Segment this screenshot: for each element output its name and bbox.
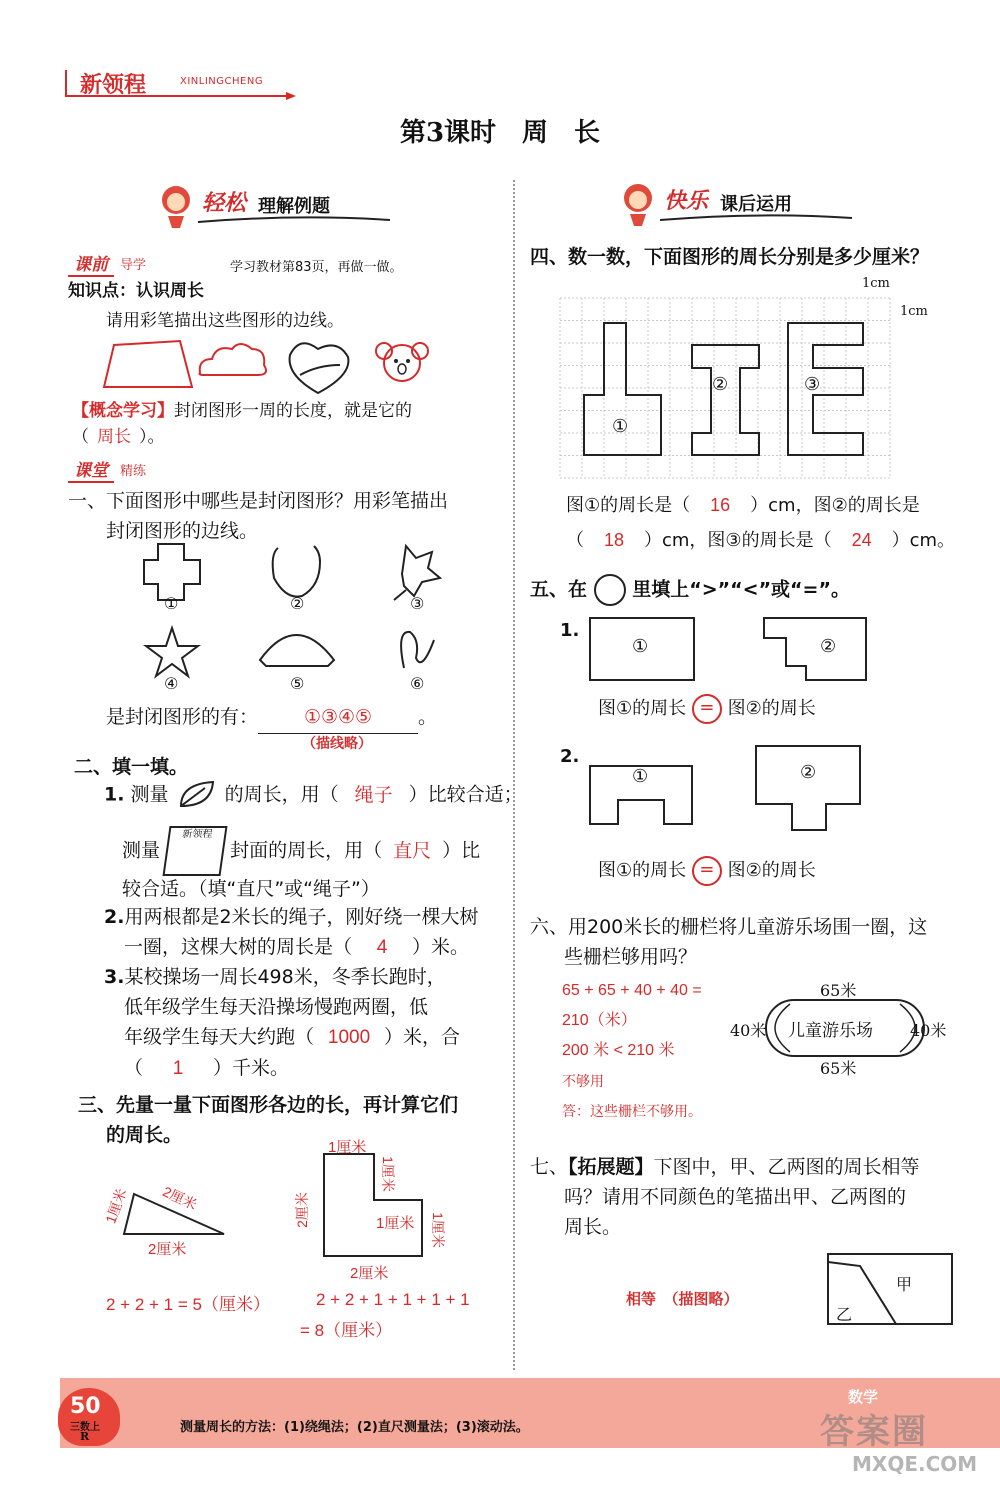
q7-answer: 相等 （描图略） <box>626 1290 739 1308</box>
l-label-inner-v: 1厘米 <box>379 1156 396 1192</box>
q5-item2-shapes <box>588 744 878 834</box>
q2-item1-e: 封面的周长，用（ <box>230 839 383 862</box>
in-class-tag-sub: 精练 <box>120 464 147 479</box>
q2-item3-ans: 1000 <box>327 1027 371 1048</box>
q7-text-b: 吗？请用不同颜色的笔描出甲、乙两图的 <box>564 1186 907 1208</box>
q2-item1-ans2: 直尺 <box>393 840 432 862</box>
q4-ans-b: ）cm，图②的周长是 <box>750 495 920 516</box>
q6-work-3: 200 米 < 210 米 <box>562 1042 675 1059</box>
playground-label: 儿童游乐场 <box>788 1021 873 1041</box>
q4-ans3: 24 <box>851 530 872 550</box>
q5-cmp2 <box>598 856 816 886</box>
q2-title: 二、填一填。 <box>74 756 189 778</box>
pre-class-instruction: 学习教材第83页，再做一做。 <box>230 260 403 275</box>
subject-label: 数学 <box>848 1388 879 1406</box>
q6-text <box>530 912 927 972</box>
q2-item2-num: 2. <box>104 906 125 928</box>
q6-work-1: 65 + 65 + 40 + 40 = <box>562 982 702 999</box>
q2-item2-ans: 4 <box>376 937 388 958</box>
brand-pinyin: XINLINGCHENG <box>180 76 264 87</box>
q5-text <box>530 574 850 606</box>
q7-text <box>530 1152 920 1242</box>
wave-shape <box>401 632 434 668</box>
concept-close: ）。 <box>139 427 165 447</box>
q6-line1: 六、用200米长的栅栏将儿童游乐场围一圈，这 <box>530 916 928 938</box>
figure-2-shape <box>692 345 759 455</box>
pre-class-tag-sub: 导学 <box>120 258 147 273</box>
q5-cmp2-left: 图①的周长 <box>598 860 687 881</box>
in-class-tag-label: 课堂 <box>68 456 114 483</box>
q5-cmp1-right: 图②的周长 <box>727 698 816 719</box>
q7-prefix: 七、 <box>530 1156 569 1178</box>
q3-line2: 的周长。 <box>106 1124 183 1146</box>
q1-label-5: ⑤ <box>290 674 305 693</box>
q6-work-2: 210（米） <box>562 1012 637 1029</box>
dim-right: 40米 <box>910 1021 947 1040</box>
q5-item1-label2: ② <box>820 636 837 657</box>
lesson-title: 第3课时 周 长 <box>399 118 601 148</box>
right-banner <box>620 178 860 228</box>
q2-item3-f: ）千米。 <box>213 1057 290 1079</box>
q5-item2-label2: ② <box>800 762 817 783</box>
q5-item1-label1: ① <box>632 636 649 657</box>
blank-circle-icon <box>594 574 626 606</box>
fan-shape <box>260 635 334 666</box>
tri-label-left: 1厘米 <box>102 1186 130 1226</box>
concept-open: （ <box>72 427 89 447</box>
q1-answer: ①③④⑤ <box>258 703 418 734</box>
q2-item3-num: 3. <box>104 966 125 988</box>
q2-item3-a: 某校操场一周长498米，冬季长跑时， <box>124 966 446 988</box>
star-shape <box>146 628 198 676</box>
l-label-left: 2厘米 <box>293 1192 310 1228</box>
scale-h-label: 1cm <box>862 276 890 291</box>
watermark-logo: 答案圈 <box>820 1412 928 1452</box>
q3-calc2-line2: = 8（厘米） <box>300 1321 393 1340</box>
banner-strong-right: 快乐 <box>664 189 709 214</box>
banner-strong: 轻松 <box>202 191 247 216</box>
q7-label-jia: 甲 <box>896 1275 913 1294</box>
q2-item1-b: 的周长，用（ <box>224 783 339 806</box>
q1-line2: 封闭图形的边线。 <box>106 520 259 542</box>
q5-cmp1-left: 图①的周长 <box>598 698 687 719</box>
q5-cmp2-right: 图②的周长 <box>727 860 816 881</box>
q2-item1-line2 <box>122 826 480 876</box>
q2-item1-a: 测量 <box>130 783 169 806</box>
q2-item3-ans2: 1 <box>172 1058 184 1079</box>
q2-item3-e: （ <box>124 1057 144 1079</box>
q4-ans-a: 图①的周长是（ <box>566 495 691 516</box>
l-label-top: 1厘米 <box>328 1139 367 1156</box>
q1-label-3: ③ <box>410 594 425 613</box>
q6-work <box>562 976 702 1126</box>
l-label-right: 1厘米 <box>429 1212 446 1248</box>
grid-label-3: ③ <box>804 374 821 395</box>
cross-shape <box>144 544 200 600</box>
dim-left: 40米 <box>730 1021 767 1040</box>
q2-item3 <box>104 962 460 1084</box>
q7-label-yi: 乙 <box>836 1305 853 1324</box>
q7-tag: 【拓展题】 <box>568 1156 654 1178</box>
q2-item3-c: 年级学生每天大约跑（ <box>124 1026 315 1048</box>
q4-answers <box>566 488 955 558</box>
q2-item3-b: 低年级学生每天沿操场慢跑两圈，低 <box>124 996 429 1018</box>
q2-item1-num: 1. <box>104 783 125 806</box>
q2-item2-c: ）米。 <box>412 936 470 958</box>
q2-item1-f: ）比 <box>442 839 481 862</box>
leaf-shape <box>394 546 440 600</box>
trapezoid-shape <box>104 341 192 387</box>
brand-logo <box>62 62 302 102</box>
q7-text-a: 下图中，甲、乙两图的周长相等 <box>653 1156 920 1178</box>
q1-label-6: ⑥ <box>410 674 425 693</box>
concept-text: 封闭图形一周的长度，就是它的 <box>174 401 412 421</box>
q4-ans2: 18 <box>603 530 625 550</box>
q2-item2-a: 用两根都是2米长的绳子，刚好绕一棵大树 <box>124 906 479 928</box>
leaf-icon <box>175 778 219 812</box>
q4-ans-c: （ <box>566 530 584 551</box>
q4-ans-d: ）cm，图③的周长是（ <box>644 530 832 551</box>
q2-item1-c: ）比较合适； <box>408 783 523 806</box>
footer-tip: 测量周长的方法：(1)绕绳法；(2)直尺测量法；(3)滚动法。 <box>180 1420 529 1435</box>
q6-work-4: 不够用 <box>562 1073 604 1089</box>
q1-answer-line <box>106 702 437 734</box>
page-number: 50 <box>70 1394 101 1419</box>
scale-v-label: 1cm <box>900 304 928 319</box>
q2-item1-d: 测量 <box>122 839 161 862</box>
trace-shapes <box>100 335 460 395</box>
pre-class-tag <box>68 250 146 277</box>
l-label-bottom: 2厘米 <box>350 1265 389 1282</box>
q1-answer-prefix: 是封闭图形的有： <box>106 706 259 728</box>
grade-label: 三数上 <box>70 1422 100 1433</box>
q5-cmp1-answer: = <box>692 694 722 724</box>
watermark-site: MXQE.COM <box>852 1452 978 1476</box>
q5-cmp1 <box>598 694 816 724</box>
q2-item1-line1 <box>104 778 523 812</box>
tri-label-base: 2厘米 <box>148 1241 187 1258</box>
cloud-shape <box>200 344 267 375</box>
q1-label-2: ② <box>290 594 305 613</box>
q7-text-c: 周长。 <box>564 1216 622 1238</box>
q1-note: （描线略） <box>302 736 372 752</box>
q5-cmp2-answer: = <box>692 856 722 886</box>
concept-line-2 <box>72 422 165 452</box>
q2-item2 <box>104 902 479 963</box>
q3-line1: 三、先量一量下面图形各边的长，再计算它们 <box>78 1094 459 1116</box>
tri-label-hyp: 2厘米 <box>160 1183 200 1213</box>
in-class-tag <box>68 456 146 483</box>
concept-answer: 周长 <box>97 427 131 446</box>
edition-label: R <box>80 1430 90 1443</box>
knowledge-point: 知识点：认识周长 <box>68 281 204 301</box>
q4-text: 四、数一数，下面图形的周长分别是多少厘米？ <box>530 246 930 268</box>
grid-label-1: ① <box>612 416 629 437</box>
left-banner <box>158 180 398 230</box>
q3-text <box>78 1090 458 1150</box>
q5-text-b: 里填上“>”“<”或“=”。 <box>632 578 850 601</box>
q4-ans-e: ）cm。 <box>891 530 956 551</box>
q1-label-1: ① <box>164 594 179 613</box>
trace-instruction: 请用彩笔描出这些图形的边线。 <box>106 311 344 331</box>
q2-item2-b: 一圈，这棵大树的周长是（ <box>124 936 353 958</box>
q5-stepped-2 <box>764 618 866 680</box>
banner-rest-right: 课后运用 <box>720 194 792 215</box>
q6-work-5: 答：这些栅栏不够用。 <box>562 1103 702 1119</box>
q1-label-4: ④ <box>164 674 179 693</box>
q1-answer-suffix: 。 <box>418 706 438 728</box>
concept-label: 【概念学习】 <box>72 401 174 421</box>
q2-item1-line3: 较合适。（填“直尺”或“绳子”） <box>122 878 380 900</box>
q3-calc1: 2 + 2 + 1 = 5（厘米） <box>106 1295 270 1314</box>
q5-tshape-2 <box>756 746 860 830</box>
q5-item1-num: 1. <box>560 620 580 641</box>
q2-item3-d: ）米，合 <box>384 1026 461 1048</box>
grid-label-2: ② <box>712 374 729 395</box>
q5-item2-label1: ① <box>632 766 649 787</box>
pre-class-tag-label: 课前 <box>68 250 114 277</box>
q5-item2-num: 2. <box>560 746 580 767</box>
q5-text-a: 五、在 <box>530 578 588 601</box>
book-title: 新领程 <box>181 829 214 840</box>
dim-bottom: 65米 <box>820 1059 857 1078</box>
brand-name: 新领程 <box>80 72 147 98</box>
q3-calc2-line1: 2 + 2 + 1 + 1 + 1 + 1 <box>316 1290 470 1309</box>
q2-item1-ans: 绳子 <box>354 784 393 806</box>
q4-ans1: 16 <box>710 495 731 515</box>
q1-line1: 一、下面图形中哪些是封闭图形？用彩笔描出 <box>68 490 449 512</box>
l-label-inner-h: 1厘米 <box>376 1215 415 1232</box>
book-icon <box>163 826 228 876</box>
q1-text <box>68 486 448 546</box>
column-divider <box>513 180 515 1370</box>
page-number-badge <box>58 1388 120 1446</box>
koala-shape <box>376 343 428 381</box>
open-arc-shape <box>273 546 320 597</box>
q6-line2: 些栅栏够用吗？ <box>564 946 698 968</box>
banner-rest: 理解例题 <box>258 196 330 217</box>
dim-top: 65米 <box>820 981 857 1000</box>
heart-leaf-shape <box>290 343 349 393</box>
